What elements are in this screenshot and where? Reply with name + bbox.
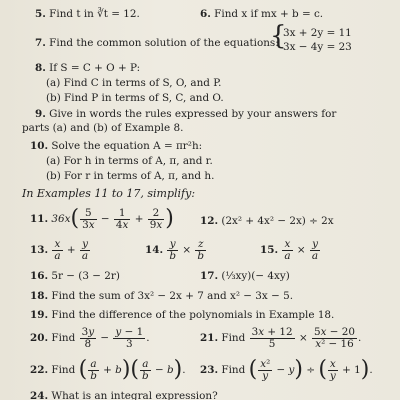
exercise-19: 19. Find the difference of the polynomials in Example 18. xyxy=(30,309,335,321)
exercise-10-text: Solve the equation A = πr²h: xyxy=(51,140,203,152)
exercise-21: 21. Find $\frac{3x + 12}{5}$ × $\frac{5x - 20}{\text{x² − 16}}$ . xyxy=(200,325,362,350)
exercise-7-text: Find the common solution of the equations: xyxy=(49,37,279,49)
equation-1: 3x + 2y = 11 xyxy=(283,27,352,39)
exercise-16-text: 5r − (3 − 2r) xyxy=(51,270,120,282)
exercise-8a: (a) Find C in terms of S, O, and P. xyxy=(46,77,222,89)
exercise-15: 15. $\frac{x}{a}$ × $\frac{y}{a}$ xyxy=(260,237,319,262)
exercise-11: 11. 36x( $\frac{5}{3x}$ − $\frac{1}{4x}$ + $\frac{2}{9x}$ ) xyxy=(30,206,174,231)
exercise-9-line2: parts (a) and (b) of Example 8. xyxy=(22,122,184,134)
exercise-18: 18. Find the sum of 3x² − 2x + 7 and x² − 3x − 5. xyxy=(30,290,293,302)
system-brace: { xyxy=(270,21,287,51)
exercise-8: 8. If S = C + O + P: xyxy=(35,62,141,74)
section-heading: In Examples 11 to 17, simplify: xyxy=(22,187,196,200)
exercise-10b: (b) For r in terms of A, π, and h. xyxy=(46,170,215,182)
exercise-12-text: (2x² + 4x² − 2x) ÷ 2x xyxy=(221,215,334,227)
exercise-10a: (a) For h in terms of A, π, and r. xyxy=(46,155,213,167)
exercise-12: 12. (2x² + 4x² − 2x) ÷ 2x xyxy=(200,215,334,227)
exercise-9: 9. Give in words the rules expressed by your answers for xyxy=(35,108,337,120)
exercise-9-line1: Give in words the rules expressed by your answers for xyxy=(49,108,337,120)
exercise-20: 20. Find $\frac{3y}{8}$ − $\frac{y - 1}{3}$ . xyxy=(30,325,150,350)
exercise-14: 14. $\frac{y}{b}$ × $\frac{z}{b}$ xyxy=(145,237,205,262)
exercise-8b: (b) Find P in terms of S, C, and O. xyxy=(46,92,224,104)
exercise-22: 22. Find ( $\frac{a}{b}$ + b)( $\frac{a}{b}$ − b). xyxy=(30,357,186,382)
exercise-16: 16. 5r − (3 − 2r) xyxy=(30,270,120,282)
exercise-17: 17. (⅓xy)(− 4xy) xyxy=(200,270,290,282)
equation-2: 3x − 4y = 23 xyxy=(283,41,352,53)
exercise-24: 24. What is an integral expression? xyxy=(30,390,218,400)
exercise-18-text: Find the sum of 3x² − 2x + 7 and x² − 3x − 5. xyxy=(51,290,293,302)
exercise-8-text: If S = C + O + P: xyxy=(49,62,141,74)
exercise-5: 5. Find t in ∛t = 12. xyxy=(35,8,140,20)
exercise-13: 13. $\frac{x}{a}$ + $\frac{y}{a}$ xyxy=(30,237,89,262)
exercise-10: 10. Solve the equation A = πr²h: xyxy=(30,140,203,152)
exercise-5-text: Find t in ∛t = 12. xyxy=(49,8,140,20)
exercise-6-text: Find x if mx + b = c. xyxy=(214,8,324,20)
exercise-7: 7. Find the common solution of the equations: xyxy=(35,37,279,49)
exercise-23: 23. Find ( $\frac{\text{x²}}{y}$ − y) ÷ ( $\frac{x}{y}$ + 1). xyxy=(200,357,373,382)
exercise-24-text: What is an integral expression? xyxy=(51,390,218,400)
exercise-6: 6. Find x if mx + b = c. xyxy=(200,8,324,20)
exercise-19-text: Find the difference of the polynomials in Example 18. xyxy=(51,309,335,321)
exercise-17-text: (⅓xy)(− 4xy) xyxy=(221,270,290,282)
